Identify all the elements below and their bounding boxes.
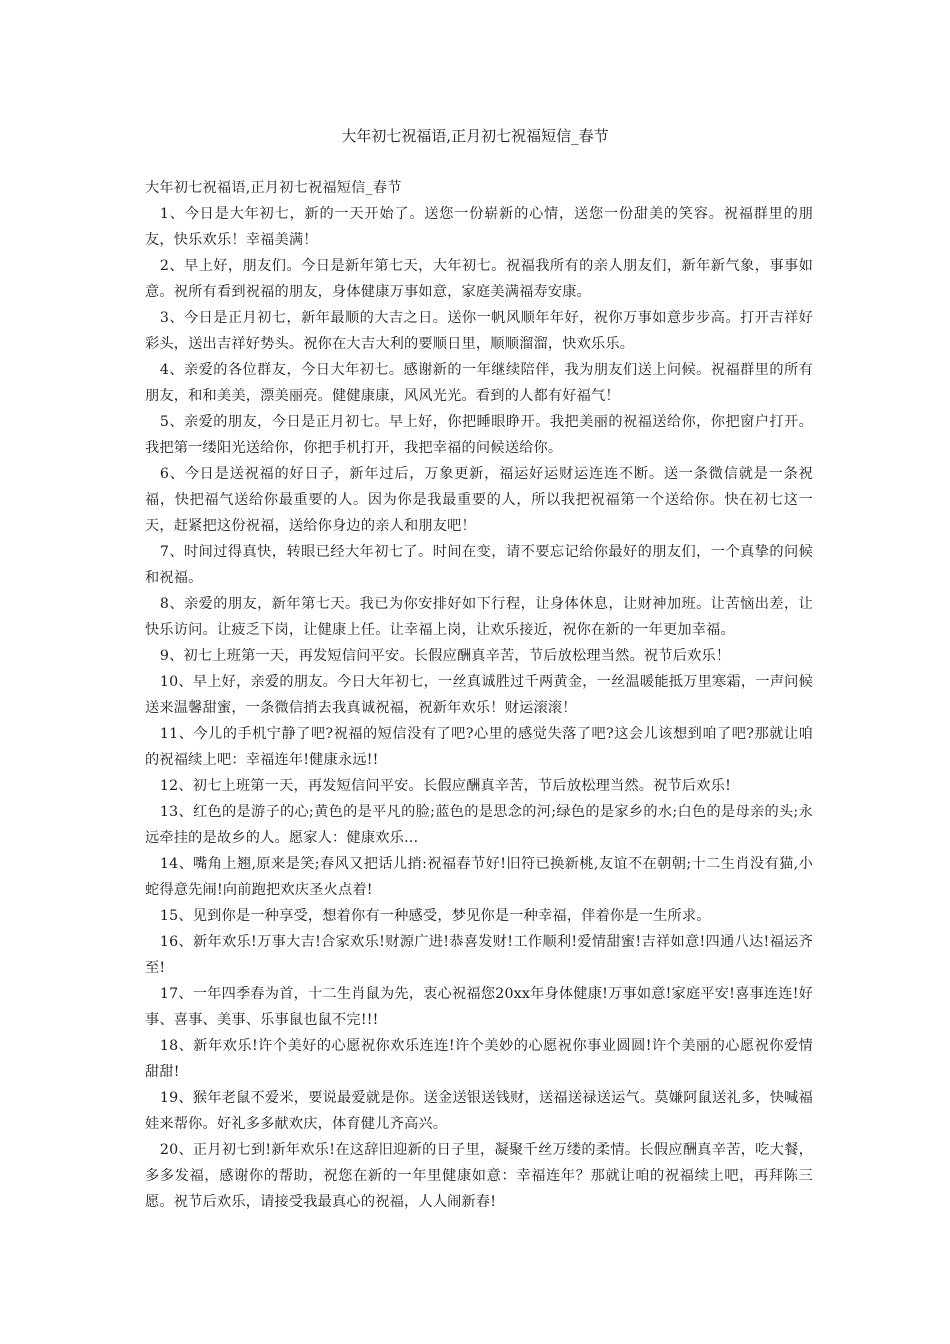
paragraph-5: 5、亲爱的朋友，今日是正月初七。早上好，你把睡眼睁开。我把美丽的祝福送给你，你把窗户打开。我把第一缕阳光送给你，你把手机打开，我把幸福的问候送给你。	[145, 414, 813, 456]
paragraph-9: 9、初七上班第一天，再发短信问平安。长假应酬真辛苦，节后放松理当然。祝节后欢乐！	[159, 648, 731, 664]
paragraph-19: 19、猴年老鼠不爱米，要说最爱就是你。送金送银送钱财，送福送禄送运气。莫嫌阿鼠送礼多，快喊福娃来帮你。好礼多多献欢庆，体育健儿齐高兴。	[145, 1090, 813, 1132]
document-body	[145, 175, 813, 1215]
paragraph-17: 17、一年四季春为首，十二生肖鼠为先，衷心祝福您20xx年身体健康!万事如意!家庭平安!喜事连连!好事、喜事、美事、乐事鼠也鼠不完!!!	[145, 986, 813, 1028]
paragraph-6: 6、今日是送祝福的好日子，新年过后，万象更新，福运好运财运连连不断。送一条微信就是一条祝福，快把福气送给你最重要的人。因为你是我最重要的人，所以我把祝福第一个送给你。快在初七这一天，赶紧把这份祝福，送给你身边的亲人和朋友吧！	[145, 466, 813, 534]
paragraph-18: 18、新年欢乐!许个美好的心愿祝你欢乐连连!许个美妙的心愿祝你事业圆圆!许个美丽的心愿祝你爱情甜甜!	[145, 1038, 813, 1080]
paragraph-7: 7、时间过得真快，转眼已经大年初七了。时间在变，请不要忘记给你最好的朋友们，一个真挚的问候和祝福。	[145, 544, 813, 586]
paragraph-16: 16、新年欢乐!万事大吉!合家欢乐!财源广进!恭喜发财!工作顺利!爱情甜蜜!吉祥如意!四通八达!福运齐至!	[145, 934, 813, 976]
paragraph-1: 1、今日是大年初七，新的一天开始了。送您一份崭新的心情，送您一份甜美的笑容。祝福群里的朋友，快乐欢乐！幸福美满！	[145, 206, 813, 248]
document-subtitle: 大年初七祝福语,正月初七祝福短信_春节	[145, 180, 402, 196]
paragraph-12: 12、初七上班第一天，再发短信问平安。长假应酬真辛苦，节后放松理当然。祝节后欢乐!	[159, 778, 731, 794]
paragraph-8: 8、亲爱的朋友，新年第七天。我已为你安排好如下行程，让身体休息，让财神加班。让苦恼出差，让快乐访问。让疲乏下岗，让健康上任。让幸福上岗，让欢乐接近，祝你在新的一年更加幸福。	[145, 596, 813, 638]
paragraph-11: 11、今儿的手机宁静了吧?祝福的短信没有了吧?心里的感觉失落了吧?这会儿该想到咱了吧?那就让咱的祝福续上吧：幸福连年!健康永远!!	[145, 726, 813, 768]
paragraph-20: 20、正月初七到!新年欢乐!在这辞旧迎新的日子里，凝聚千丝万缕的柔情。长假应酬真辛苦，吃大餐，多多发福，感谢你的帮助，祝您在新的一年里健康如意：幸福连年？那就让咱的祝福续上吧，再拜陈三愿。祝节后欢乐，请接受我最真心的祝福，人人闹新春!	[145, 1142, 813, 1210]
paragraph-13: 13、红色的是游子的心;黄色的是平凡的脸;蓝色的是思念的河;绿色的是家乡的水;白色的是母亲的头;永远牵挂的是故乡的人。愿家人：健康欢乐…	[145, 804, 813, 846]
paragraph-14: 14、嘴角上翘,原来是笑;春风又把话儿捎:祝福春节好!旧符已换新桃,友谊不在朝朝;十二生肖没有猫,小蛇得意先闹!向前跑把欢庆圣火点着!	[145, 856, 813, 898]
paragraph-3: 3、今日是正月初七，新年最顺的大吉之日。送你一帆风顺年年好，祝你万事如意步步高。打开吉祥好彩头，送出吉祥好势头。祝你在大吉大利的要顺日里，顺顺溜溜，快欢乐乐。	[145, 310, 813, 352]
paragraph-4: 4、亲爱的各位群友，今日大年初七。感谢新的一年继续陪伴，我为朋友们送上问候。祝福群里的所有朋友，和和美美，漂美丽亮。健健康康，风风光光。看到的人都有好福气！	[145, 362, 813, 404]
document-title: 大年初七祝福语,正月初七祝福短信_春节	[341, 127, 609, 145]
paragraph-2: 2、早上好，朋友们。今日是新年第七天，大年初七。祝福我所有的亲人朋友们，新年新气象，事事如意。祝所有看到祝福的朋友，身体健康万事如意，家庭美满福寿安康。	[145, 258, 813, 300]
paragraph-15: 15、见到你是一种享受，想着你有一种感受，梦见你是一种幸福，伴着你是一生所求。	[159, 908, 711, 924]
paragraph-10: 10、早上好，亲爱的朋友。今日大年初七，一丝真诚胜过千两黄金，一丝温暖能抵万里寒霜，一声问候送来温馨甜蜜，一条微信捎去我真诚祝福，祝新年欢乐！财运滚滚！	[145, 674, 813, 716]
